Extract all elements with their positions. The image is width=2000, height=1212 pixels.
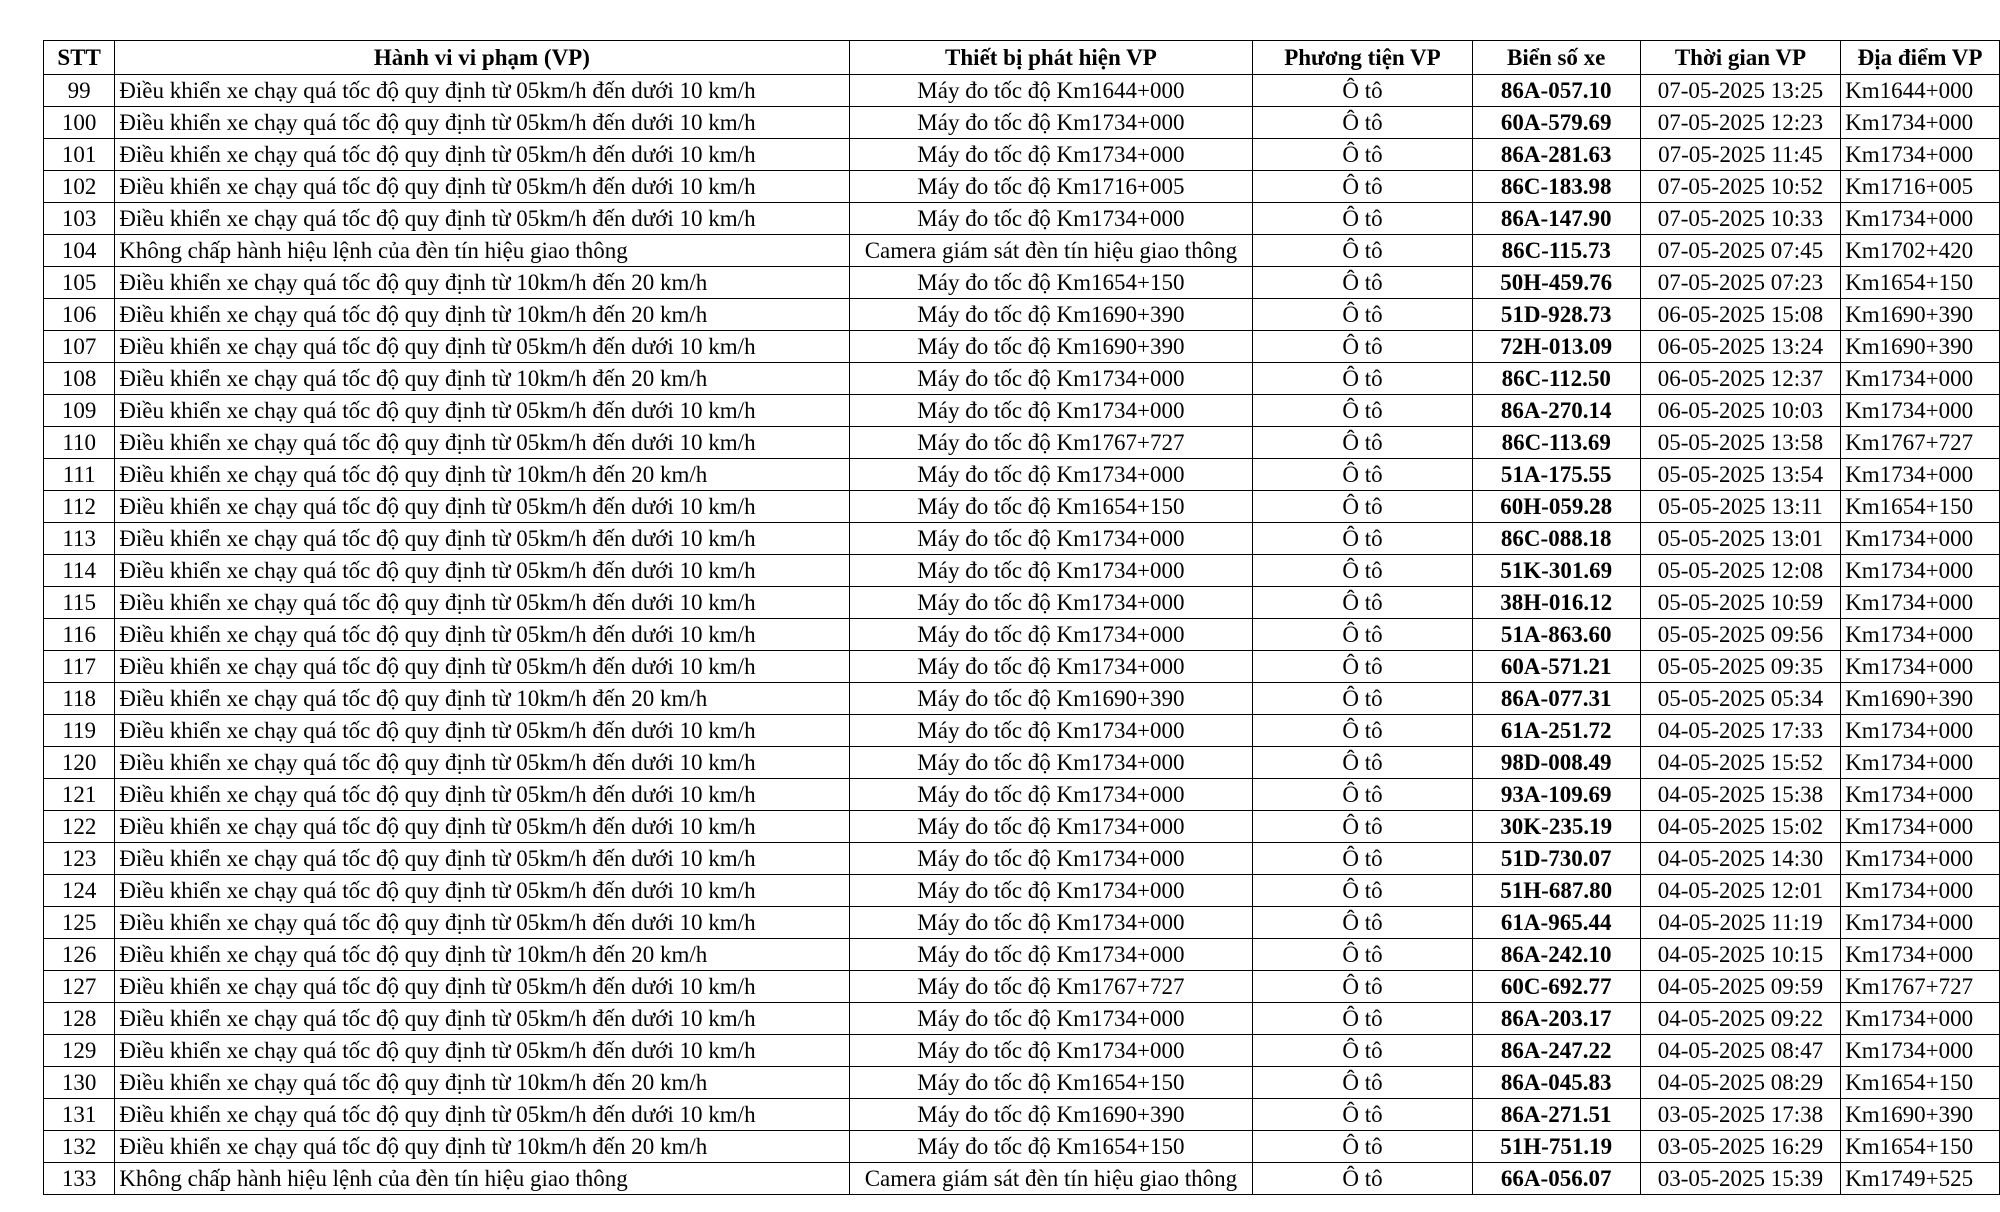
cell-violation: Điều khiển xe chạy quá tốc độ quy định từ 05km/h đến dưới 10 km/h <box>115 491 849 523</box>
cell-stt: 124 <box>44 875 115 907</box>
table-row <box>44 1003 2000 1035</box>
cell-license-plate: 51K-301.69 <box>1472 555 1640 587</box>
cell-violation-time: 07-05-2025 07:23 <box>1640 267 1840 299</box>
cell-violation-time: 05-05-2025 09:56 <box>1640 619 1840 651</box>
cell-violation: Điều khiển xe chạy quá tốc độ quy định từ 05km/h đến dưới 10 km/h <box>115 331 849 363</box>
cell-vehicle-type: Ô tô <box>1253 107 1472 139</box>
cell-violation: Không chấp hành hiệu lệnh của đèn tín hiệu giao thông <box>115 1163 849 1195</box>
cell-violation-time: 07-05-2025 07:45 <box>1640 235 1840 267</box>
cell-location: Km1734+000 <box>1841 363 2000 395</box>
cell-detection-device: Máy đo tốc độ Km1734+000 <box>849 651 1253 683</box>
cell-violation: Điều khiển xe chạy quá tốc độ quy định từ 05km/h đến dưới 10 km/h <box>115 139 849 171</box>
cell-stt: 102 <box>44 171 115 203</box>
cell-vehicle-type: Ô tô <box>1253 1163 1472 1195</box>
cell-violation: Điều khiển xe chạy quá tốc độ quy định từ 10km/h đến 20 km/h <box>115 683 849 715</box>
cell-location: Km1654+150 <box>1841 1067 2000 1099</box>
cell-location: Km1702+420 <box>1841 235 2000 267</box>
cell-detection-device: Camera giám sát đèn tín hiệu giao thông <box>849 1163 1253 1195</box>
cell-violation-time: 05-05-2025 12:08 <box>1640 555 1840 587</box>
cell-license-plate: 60C-692.77 <box>1472 971 1640 1003</box>
cell-stt: 112 <box>44 491 115 523</box>
cell-detection-device: Máy đo tốc độ Km1734+000 <box>849 1035 1253 1067</box>
cell-violation-time: 03-05-2025 16:29 <box>1640 1131 1840 1163</box>
cell-vehicle-type: Ô tô <box>1253 203 1472 235</box>
table-row <box>44 267 2000 299</box>
cell-violation-time: 04-05-2025 08:47 <box>1640 1035 1840 1067</box>
table-row <box>44 299 2000 331</box>
cell-detection-device: Máy đo tốc độ Km1734+000 <box>849 363 1253 395</box>
cell-detection-device: Máy đo tốc độ Km1734+000 <box>849 747 1253 779</box>
cell-violation: Điều khiển xe chạy quá tốc độ quy định từ 05km/h đến dưới 10 km/h <box>115 523 849 555</box>
cell-stt: 126 <box>44 939 115 971</box>
cell-vehicle-type: Ô tô <box>1253 427 1472 459</box>
cell-location: Km1734+000 <box>1841 747 2000 779</box>
cell-license-plate: 51A-863.60 <box>1472 619 1640 651</box>
cell-stt: 114 <box>44 555 115 587</box>
cell-violation: Điều khiển xe chạy quá tốc độ quy định từ 05km/h đến dưới 10 km/h <box>115 1099 849 1131</box>
cell-detection-device: Máy đo tốc độ Km1654+150 <box>849 1131 1253 1163</box>
cell-location: Km1734+000 <box>1841 587 2000 619</box>
cell-violation: Điều khiển xe chạy quá tốc độ quy định từ 05km/h đến dưới 10 km/h <box>115 1003 849 1035</box>
cell-violation-time: 04-05-2025 08:29 <box>1640 1067 1840 1099</box>
cell-location: Km1734+000 <box>1841 779 2000 811</box>
cell-violation: Điều khiển xe chạy quá tốc độ quy định từ 05km/h đến dưới 10 km/h <box>115 843 849 875</box>
table-row <box>44 523 2000 555</box>
cell-violation-time: 06-05-2025 15:08 <box>1640 299 1840 331</box>
cell-license-plate: 66A-056.07 <box>1472 1163 1640 1195</box>
cell-detection-device: Máy đo tốc độ Km1767+727 <box>849 427 1253 459</box>
cell-stt: 117 <box>44 651 115 683</box>
cell-detection-device: Máy đo tốc độ Km1734+000 <box>849 523 1253 555</box>
cell-violation: Điều khiển xe chạy quá tốc độ quy định từ 05km/h đến dưới 10 km/h <box>115 651 849 683</box>
header-violation: Hành vi vi phạm (VP) <box>115 41 849 75</box>
cell-violation: Điều khiển xe chạy quá tốc độ quy định từ 05km/h đến dưới 10 km/h <box>115 427 849 459</box>
cell-detection-device: Máy đo tốc độ Km1654+150 <box>849 267 1253 299</box>
table-row <box>44 1131 2000 1163</box>
cell-violation-time: 05-05-2025 13:01 <box>1640 523 1840 555</box>
cell-location: Km1734+000 <box>1841 939 2000 971</box>
cell-vehicle-type: Ô tô <box>1253 875 1472 907</box>
cell-detection-device: Máy đo tốc độ Km1690+390 <box>849 299 1253 331</box>
cell-stt: 104 <box>44 235 115 267</box>
table-row <box>44 619 2000 651</box>
table-row <box>44 459 2000 491</box>
cell-stt: 115 <box>44 587 115 619</box>
cell-license-plate: 51H-751.19 <box>1472 1131 1640 1163</box>
cell-detection-device: Máy đo tốc độ Km1767+727 <box>849 971 1253 1003</box>
cell-detection-device: Máy đo tốc độ Km1734+000 <box>849 939 1253 971</box>
cell-violation: Điều khiển xe chạy quá tốc độ quy định từ 05km/h đến dưới 10 km/h <box>115 555 849 587</box>
cell-license-plate: 30K-235.19 <box>1472 811 1640 843</box>
cell-stt: 133 <box>44 1163 115 1195</box>
cell-vehicle-type: Ô tô <box>1253 587 1472 619</box>
table-row <box>44 715 2000 747</box>
cell-violation: Điều khiển xe chạy quá tốc độ quy định từ 05km/h đến dưới 10 km/h <box>115 619 849 651</box>
table-row <box>44 139 2000 171</box>
cell-violation: Điều khiển xe chạy quá tốc độ quy định từ 05km/h đến dưới 10 km/h <box>115 779 849 811</box>
cell-license-plate: 51H-687.80 <box>1472 875 1640 907</box>
cell-license-plate: 86C-088.18 <box>1472 523 1640 555</box>
cell-violation-time: 04-05-2025 09:59 <box>1640 971 1840 1003</box>
cell-vehicle-type: Ô tô <box>1253 939 1472 971</box>
table-row <box>44 747 2000 779</box>
cell-location: Km1767+727 <box>1841 971 2000 1003</box>
cell-vehicle-type: Ô tô <box>1253 619 1472 651</box>
cell-license-plate: 60A-571.21 <box>1472 651 1640 683</box>
cell-violation: Điều khiển xe chạy quá tốc độ quy định từ 10km/h đến 20 km/h <box>115 363 849 395</box>
cell-location: Km1716+005 <box>1841 171 2000 203</box>
cell-location: Km1734+000 <box>1841 523 2000 555</box>
cell-license-plate: 60A-579.69 <box>1472 107 1640 139</box>
table-row <box>44 1163 2000 1195</box>
cell-location: Km1734+000 <box>1841 555 2000 587</box>
cell-vehicle-type: Ô tô <box>1253 331 1472 363</box>
cell-violation: Điều khiển xe chạy quá tốc độ quy định từ 05km/h đến dưới 10 km/h <box>115 1035 849 1067</box>
table-row <box>44 843 2000 875</box>
cell-detection-device: Máy đo tốc độ Km1734+000 <box>849 555 1253 587</box>
cell-license-plate: 86A-247.22 <box>1472 1035 1640 1067</box>
cell-detection-device: Máy đo tốc độ Km1690+390 <box>849 331 1253 363</box>
cell-violation: Điều khiển xe chạy quá tốc độ quy định từ 10km/h đến 20 km/h <box>115 1067 849 1099</box>
cell-location: Km1734+000 <box>1841 843 2000 875</box>
cell-stt: 120 <box>44 747 115 779</box>
cell-violation-time: 07-05-2025 10:52 <box>1640 171 1840 203</box>
cell-license-plate: 86A-270.14 <box>1472 395 1640 427</box>
cell-location: Km1734+000 <box>1841 811 2000 843</box>
cell-vehicle-type: Ô tô <box>1253 1003 1472 1035</box>
table-row <box>44 1099 2000 1131</box>
cell-license-plate: 93A-109.69 <box>1472 779 1640 811</box>
cell-license-plate: 86A-147.90 <box>1472 203 1640 235</box>
table-row <box>44 811 2000 843</box>
cell-detection-device: Máy đo tốc độ Km1716+005 <box>849 171 1253 203</box>
cell-license-plate: 86A-203.17 <box>1472 1003 1640 1035</box>
cell-stt: 128 <box>44 1003 115 1035</box>
cell-license-plate: 86A-271.51 <box>1472 1099 1640 1131</box>
cell-location: Km1734+000 <box>1841 907 2000 939</box>
cell-location: Km1734+000 <box>1841 459 2000 491</box>
cell-detection-device: Máy đo tốc độ Km1734+000 <box>849 843 1253 875</box>
cell-stt: 132 <box>44 1131 115 1163</box>
table-row <box>44 1067 2000 1099</box>
cell-license-plate: 61A-251.72 <box>1472 715 1640 747</box>
cell-violation-time: 03-05-2025 17:38 <box>1640 1099 1840 1131</box>
cell-location: Km1767+727 <box>1841 427 2000 459</box>
cell-vehicle-type: Ô tô <box>1253 971 1472 1003</box>
cell-vehicle-type: Ô tô <box>1253 747 1472 779</box>
cell-detection-device: Máy đo tốc độ Km1644+000 <box>849 75 1253 107</box>
cell-vehicle-type: Ô tô <box>1253 491 1472 523</box>
cell-stt: 111 <box>44 459 115 491</box>
cell-violation: Điều khiển xe chạy quá tốc độ quy định từ 10km/h đến 20 km/h <box>115 1131 849 1163</box>
cell-vehicle-type: Ô tô <box>1253 683 1472 715</box>
cell-detection-device: Máy đo tốc độ Km1734+000 <box>849 107 1253 139</box>
cell-license-plate: 98D-008.49 <box>1472 747 1640 779</box>
cell-violation-time: 07-05-2025 12:23 <box>1640 107 1840 139</box>
cell-stt: 101 <box>44 139 115 171</box>
cell-vehicle-type: Ô tô <box>1253 139 1472 171</box>
cell-location: Km1734+000 <box>1841 715 2000 747</box>
cell-stt: 122 <box>44 811 115 843</box>
cell-detection-device: Camera giám sát đèn tín hiệu giao thông <box>849 235 1253 267</box>
cell-license-plate: 51D-928.73 <box>1472 299 1640 331</box>
cell-location: Km1734+000 <box>1841 875 2000 907</box>
header-license-plate: Biển số xe <box>1472 41 1640 75</box>
cell-stt: 113 <box>44 523 115 555</box>
cell-location: Km1690+390 <box>1841 331 2000 363</box>
cell-vehicle-type: Ô tô <box>1253 523 1472 555</box>
table-row <box>44 203 2000 235</box>
cell-stt: 107 <box>44 331 115 363</box>
table-row <box>44 779 2000 811</box>
cell-vehicle-type: Ô tô <box>1253 843 1472 875</box>
cell-detection-device: Máy đo tốc độ Km1734+000 <box>849 587 1253 619</box>
cell-violation-time: 05-05-2025 10:59 <box>1640 587 1840 619</box>
cell-license-plate: 61A-965.44 <box>1472 907 1640 939</box>
cell-location: Km1690+390 <box>1841 1099 2000 1131</box>
cell-violation: Điều khiển xe chạy quá tốc độ quy định từ 05km/h đến dưới 10 km/h <box>115 107 849 139</box>
cell-violation: Điều khiển xe chạy quá tốc độ quy định từ 05km/h đến dưới 10 km/h <box>115 907 849 939</box>
table-row <box>44 363 2000 395</box>
cell-license-plate: 50H-459.76 <box>1472 267 1640 299</box>
cell-license-plate: 86A-077.31 <box>1472 683 1640 715</box>
table-row <box>44 587 2000 619</box>
cell-location: Km1734+000 <box>1841 1003 2000 1035</box>
cell-detection-device: Máy đo tốc độ Km1690+390 <box>849 683 1253 715</box>
table-row <box>44 683 2000 715</box>
cell-stt: 127 <box>44 971 115 1003</box>
cell-violation-time: 07-05-2025 11:45 <box>1640 139 1840 171</box>
cell-violation: Điều khiển xe chạy quá tốc độ quy định từ 05km/h đến dưới 10 km/h <box>115 171 849 203</box>
cell-vehicle-type: Ô tô <box>1253 715 1472 747</box>
cell-location: Km1734+000 <box>1841 651 2000 683</box>
cell-violation: Điều khiển xe chạy quá tốc độ quy định từ 05km/h đến dưới 10 km/h <box>115 811 849 843</box>
cell-violation-time: 06-05-2025 13:24 <box>1640 331 1840 363</box>
header-vehicle-type: Phương tiện VP <box>1253 41 1472 75</box>
cell-violation-time: 05-05-2025 13:11 <box>1640 491 1840 523</box>
cell-detection-device: Máy đo tốc độ Km1734+000 <box>849 619 1253 651</box>
cell-vehicle-type: Ô tô <box>1253 811 1472 843</box>
cell-violation: Điều khiển xe chạy quá tốc độ quy định từ 05km/h đến dưới 10 km/h <box>115 203 849 235</box>
cell-detection-device: Máy đo tốc độ Km1734+000 <box>849 875 1253 907</box>
table-row <box>44 171 2000 203</box>
cell-violation: Điều khiển xe chạy quá tốc độ quy định từ 05km/h đến dưới 10 km/h <box>115 747 849 779</box>
cell-violation: Điều khiển xe chạy quá tốc độ quy định từ 05km/h đến dưới 10 km/h <box>115 587 849 619</box>
cell-violation-time: 04-05-2025 15:02 <box>1640 811 1840 843</box>
cell-violation: Điều khiển xe chạy quá tốc độ quy định từ 05km/h đến dưới 10 km/h <box>115 75 849 107</box>
cell-vehicle-type: Ô tô <box>1253 907 1472 939</box>
cell-stt: 130 <box>44 1067 115 1099</box>
cell-violation-time: 04-05-2025 10:15 <box>1640 939 1840 971</box>
cell-vehicle-type: Ô tô <box>1253 299 1472 331</box>
violations-table <box>43 40 2000 1195</box>
cell-location: Km1644+000 <box>1841 75 2000 107</box>
cell-location: Km1654+150 <box>1841 1131 2000 1163</box>
table-row <box>44 907 2000 939</box>
cell-detection-device: Máy đo tốc độ Km1734+000 <box>849 779 1253 811</box>
cell-location: Km1734+000 <box>1841 203 2000 235</box>
table-row <box>44 395 2000 427</box>
cell-license-plate: 86A-281.63 <box>1472 139 1640 171</box>
cell-stt: 106 <box>44 299 115 331</box>
cell-violation: Điều khiển xe chạy quá tốc độ quy định từ 05km/h đến dưới 10 km/h <box>115 715 849 747</box>
cell-location: Km1749+525 <box>1841 1163 2000 1195</box>
cell-detection-device: Máy đo tốc độ Km1654+150 <box>849 1067 1253 1099</box>
cell-stt: 105 <box>44 267 115 299</box>
cell-detection-device: Máy đo tốc độ Km1734+000 <box>849 139 1253 171</box>
table-row <box>44 75 2000 107</box>
cell-location: Km1734+000 <box>1841 395 2000 427</box>
cell-vehicle-type: Ô tô <box>1253 267 1472 299</box>
cell-stt: 108 <box>44 363 115 395</box>
cell-violation-time: 05-05-2025 13:58 <box>1640 427 1840 459</box>
cell-vehicle-type: Ô tô <box>1253 1035 1472 1067</box>
cell-violation-time: 06-05-2025 12:37 <box>1640 363 1840 395</box>
cell-violation-time: 04-05-2025 17:33 <box>1640 715 1840 747</box>
table-row <box>44 491 2000 523</box>
cell-detection-device: Máy đo tốc độ Km1734+000 <box>849 715 1253 747</box>
cell-vehicle-type: Ô tô <box>1253 235 1472 267</box>
cell-vehicle-type: Ô tô <box>1253 1099 1472 1131</box>
table-row <box>44 331 2000 363</box>
cell-vehicle-type: Ô tô <box>1253 75 1472 107</box>
cell-violation: Điều khiển xe chạy quá tốc độ quy định từ 10km/h đến 20 km/h <box>115 459 849 491</box>
cell-violation: Điều khiển xe chạy quá tốc độ quy định từ 10km/h đến 20 km/h <box>115 939 849 971</box>
cell-stt: 125 <box>44 907 115 939</box>
table-row <box>44 651 2000 683</box>
cell-license-plate: 51A-175.55 <box>1472 459 1640 491</box>
table-body <box>44 75 2000 1195</box>
cell-violation: Điều khiển xe chạy quá tốc độ quy định từ 05km/h đến dưới 10 km/h <box>115 971 849 1003</box>
cell-violation-time: 07-05-2025 13:25 <box>1640 75 1840 107</box>
cell-stt: 121 <box>44 779 115 811</box>
cell-vehicle-type: Ô tô <box>1253 363 1472 395</box>
cell-license-plate: 86A-057.10 <box>1472 75 1640 107</box>
cell-violation-time: 04-05-2025 15:52 <box>1640 747 1840 779</box>
cell-vehicle-type: Ô tô <box>1253 779 1472 811</box>
cell-violation-time: 03-05-2025 15:39 <box>1640 1163 1840 1195</box>
cell-vehicle-type: Ô tô <box>1253 459 1472 491</box>
header-stt: STT <box>44 41 115 75</box>
cell-violation-time: 05-05-2025 05:34 <box>1640 683 1840 715</box>
table-row <box>44 555 2000 587</box>
cell-stt: 118 <box>44 683 115 715</box>
cell-license-plate: 86C-113.69 <box>1472 427 1640 459</box>
cell-license-plate: 60H-059.28 <box>1472 491 1640 523</box>
cell-violation: Điều khiển xe chạy quá tốc độ quy định từ 05km/h đến dưới 10 km/h <box>115 395 849 427</box>
header-detection-device: Thiết bị phát hiện VP <box>849 41 1253 75</box>
cell-vehicle-type: Ô tô <box>1253 1067 1472 1099</box>
cell-detection-device: Máy đo tốc độ Km1654+150 <box>849 491 1253 523</box>
cell-stt: 131 <box>44 1099 115 1131</box>
cell-location: Km1734+000 <box>1841 139 2000 171</box>
cell-violation: Điều khiển xe chạy quá tốc độ quy định từ 05km/h đến dưới 10 km/h <box>115 875 849 907</box>
cell-stt: 129 <box>44 1035 115 1067</box>
table-row <box>44 1035 2000 1067</box>
table-row <box>44 427 2000 459</box>
cell-location: Km1690+390 <box>1841 683 2000 715</box>
cell-violation-time: 04-05-2025 12:01 <box>1640 875 1840 907</box>
cell-violation: Điều khiển xe chạy quá tốc độ quy định từ 10km/h đến 20 km/h <box>115 299 849 331</box>
cell-license-plate: 86C-183.98 <box>1472 171 1640 203</box>
cell-detection-device: Máy đo tốc độ Km1690+390 <box>849 1099 1253 1131</box>
cell-license-plate: 86A-045.83 <box>1472 1067 1640 1099</box>
cell-stt: 119 <box>44 715 115 747</box>
cell-violation-time: 06-05-2025 10:03 <box>1640 395 1840 427</box>
cell-license-plate: 86C-112.50 <box>1472 363 1640 395</box>
table-row <box>44 875 2000 907</box>
cell-stt: 100 <box>44 107 115 139</box>
cell-location: Km1734+000 <box>1841 107 2000 139</box>
cell-detection-device: Máy đo tốc độ Km1734+000 <box>849 1003 1253 1035</box>
header-violation-time: Thời gian VP <box>1640 41 1840 75</box>
cell-violation-time: 04-05-2025 09:22 <box>1640 1003 1840 1035</box>
cell-location: Km1734+000 <box>1841 1035 2000 1067</box>
cell-stt: 116 <box>44 619 115 651</box>
cell-vehicle-type: Ô tô <box>1253 651 1472 683</box>
cell-vehicle-type: Ô tô <box>1253 171 1472 203</box>
cell-violation-time: 04-05-2025 15:38 <box>1640 779 1840 811</box>
cell-violation-time: 05-05-2025 13:54 <box>1640 459 1840 491</box>
header-location: Địa điểm VP <box>1841 41 2000 75</box>
table-row <box>44 235 2000 267</box>
cell-violation-time: 04-05-2025 11:19 <box>1640 907 1840 939</box>
cell-stt: 103 <box>44 203 115 235</box>
cell-license-plate: 86A-242.10 <box>1472 939 1640 971</box>
cell-violation-time: 05-05-2025 09:35 <box>1640 651 1840 683</box>
cell-location: Km1654+150 <box>1841 491 2000 523</box>
cell-violation-time: 07-05-2025 10:33 <box>1640 203 1840 235</box>
table-row <box>44 107 2000 139</box>
table-row <box>44 971 2000 1003</box>
cell-vehicle-type: Ô tô <box>1253 395 1472 427</box>
cell-stt: 123 <box>44 843 115 875</box>
table-row <box>44 939 2000 971</box>
cell-detection-device: Máy đo tốc độ Km1734+000 <box>849 459 1253 491</box>
cell-stt: 109 <box>44 395 115 427</box>
cell-vehicle-type: Ô tô <box>1253 555 1472 587</box>
cell-location: Km1654+150 <box>1841 267 2000 299</box>
cell-license-plate: 51D-730.07 <box>1472 843 1640 875</box>
cell-location: Km1690+390 <box>1841 299 2000 331</box>
cell-detection-device: Máy đo tốc độ Km1734+000 <box>849 811 1253 843</box>
header-row <box>44 41 2000 75</box>
cell-detection-device: Máy đo tốc độ Km1734+000 <box>849 203 1253 235</box>
cell-vehicle-type: Ô tô <box>1253 1131 1472 1163</box>
cell-detection-device: Máy đo tốc độ Km1734+000 <box>849 907 1253 939</box>
cell-location: Km1734+000 <box>1841 619 2000 651</box>
cell-violation: Điều khiển xe chạy quá tốc độ quy định từ 10km/h đến 20 km/h <box>115 267 849 299</box>
cell-detection-device: Máy đo tốc độ Km1734+000 <box>849 395 1253 427</box>
cell-violation: Không chấp hành hiệu lệnh của đèn tín hiệu giao thông <box>115 235 849 267</box>
cell-license-plate: 86C-115.73 <box>1472 235 1640 267</box>
cell-violation-time: 04-05-2025 14:30 <box>1640 843 1840 875</box>
cell-license-plate: 72H-013.09 <box>1472 331 1640 363</box>
cell-stt: 99 <box>44 75 115 107</box>
cell-license-plate: 38H-016.12 <box>1472 587 1640 619</box>
cell-stt: 110 <box>44 427 115 459</box>
